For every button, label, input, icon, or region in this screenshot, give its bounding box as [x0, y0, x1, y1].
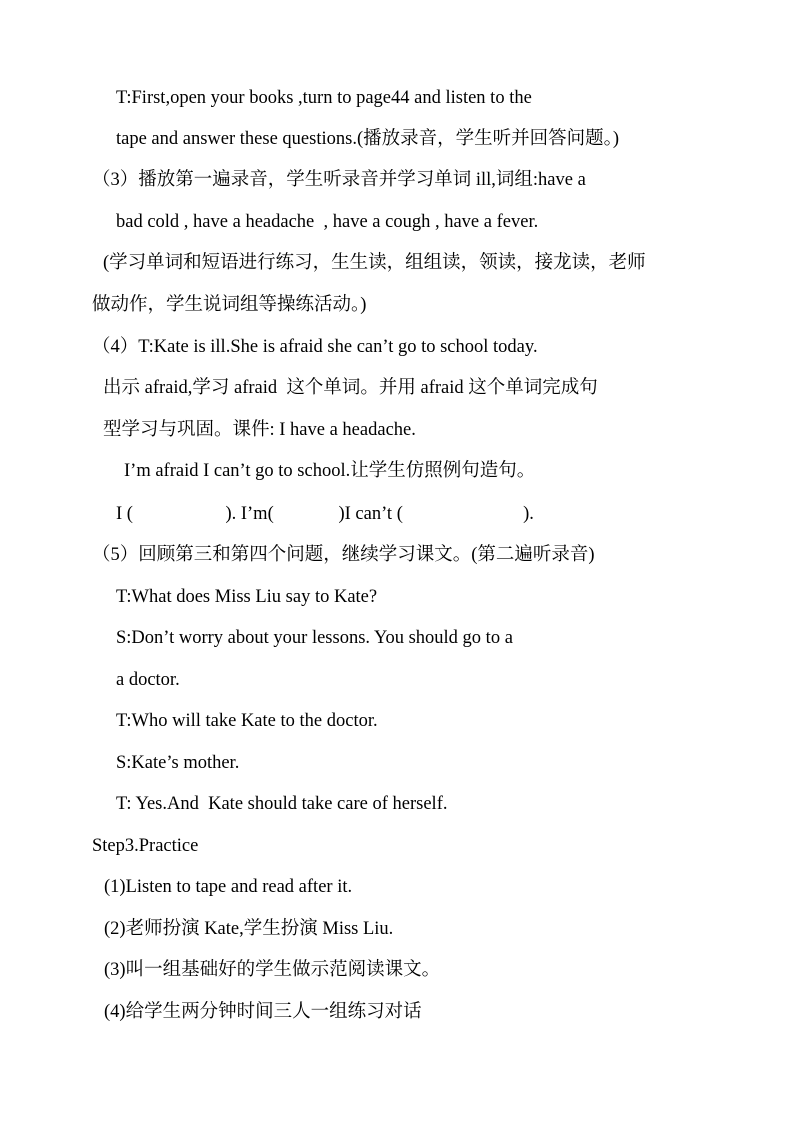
- text-line-5: (学习单词和短语进行练习，生生读，组组读，领读，接龙读，老师: [103, 253, 646, 273]
- text-line-12: （5）回顾第三和第四个问题，继续学习课文。(第二遍听录音): [92, 545, 595, 565]
- text-line-6: 做动作，学生说词组等操练活动。): [92, 295, 367, 315]
- text-line-20: (1)Listen to tape and read after it.: [104, 877, 353, 897]
- text-line-1: T:First,open your books ,turn to page44 and listen to the: [116, 88, 532, 108]
- text-line-8: 出示 afraid,学习 afraid 这个单词。并用 afraid 这个单词完成句: [103, 378, 598, 398]
- text-line-4: bad cold , have a headache , have a cough , have a fever.: [116, 212, 539, 232]
- text-line-7: （4）T:Kate is ill.She is afraid she can’t go to school today.: [92, 337, 538, 357]
- text-line-18: T: Yes.And Kate should take care of herself.: [116, 794, 448, 814]
- text-line-23: (4)给学生两分钟时间三人一组练习对话: [104, 1002, 422, 1022]
- text-line-3: （3）播放第一遍录音，学生听录音并学习单词 ill,词组:have a: [92, 170, 586, 190]
- text-line-22: (3)叫一组基础好的学生做示范阅读课文。: [104, 960, 441, 980]
- text-line-13: T:What does Miss Liu say to Kate?: [116, 587, 378, 607]
- text-line-11: I ( ). I’m( )I can’t ( ).: [116, 504, 534, 524]
- text-line-21: (2)老师扮演 Kate,学生扮演 Miss Liu.: [104, 919, 394, 939]
- text-line-19: Step3.Practice: [92, 836, 199, 856]
- text-line-14: S:Don’t worry about your lessons. You should go to a: [116, 628, 513, 648]
- text-line-16: T:Who will take Kate to the doctor.: [116, 711, 378, 731]
- text-line-15: a doctor.: [116, 670, 180, 690]
- text-line-10: I’m afraid I can’t go to school.让学生仿照例句造句。: [124, 461, 536, 481]
- text-line-9: 型学习与巩固。课件: I have a headache.: [103, 420, 416, 440]
- text-line-17: S:Kate’s mother.: [116, 753, 240, 773]
- text-line-2: tape and answer these questions.(播放录音，学生听并回答问题。): [116, 129, 620, 149]
